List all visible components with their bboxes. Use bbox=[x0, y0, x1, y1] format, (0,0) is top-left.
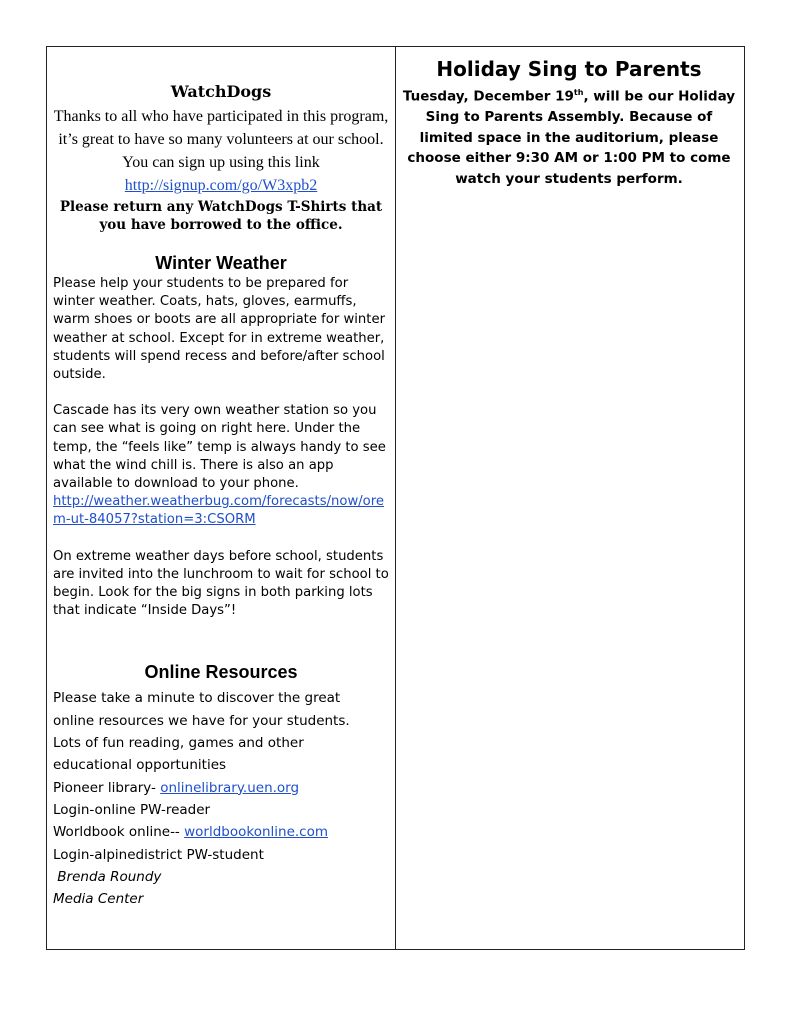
worldbook-label: Worldbook online-- bbox=[53, 824, 185, 841]
winter-weather-paragraph-3: On extreme weather days before school, students are invited into the lunchroom to wait for school to begin. Look for the big signs in both parking lots that indicate “Inside Days”! bbox=[53, 548, 389, 619]
right-column bbox=[400, 57, 738, 189]
winter-weather-paragraph-1: Please help your students to be prepared for winter weather. Coats, hats, gloves, earmuffs, warm shoes or boots are all appropriate for winter weather at school. Except for in extreme weather, students will spend recess and before/after school outside. bbox=[53, 276, 385, 383]
pioneer-library-line bbox=[53, 777, 389, 799]
winter-weather-section bbox=[53, 253, 389, 620]
signature-role: Media Center bbox=[53, 891, 144, 908]
signature-name: Brenda Roundy bbox=[53, 868, 162, 885]
online-resources-title: Online Resources bbox=[144, 662, 298, 683]
winter-weather-paragraph-2 bbox=[53, 402, 389, 529]
holiday-sing-section bbox=[400, 57, 738, 189]
pioneer-library-link[interactable]: onlinelibrary.uen.org bbox=[160, 779, 300, 796]
holiday-sing-body bbox=[400, 83, 738, 189]
watchdogs-signup-link[interactable]: http://signup.com/go/W3xpb2 bbox=[124, 177, 318, 194]
worldbook-login: Login-alpinedistrict PW-student bbox=[53, 846, 264, 863]
online-resources-line-2: online resources we have for your students. bbox=[53, 712, 350, 729]
holiday-sing-title: Holiday Sing to Parents bbox=[436, 57, 702, 81]
pioneer-library-label: Pioneer library- bbox=[53, 779, 161, 796]
online-resources-section bbox=[53, 662, 389, 910]
online-resources-line-3: Lots of fun reading, games and other bbox=[53, 735, 304, 752]
worldbook-line bbox=[53, 821, 389, 843]
column-divider bbox=[395, 46, 396, 950]
watchdogs-body bbox=[53, 105, 389, 197]
watchdogs-section bbox=[53, 82, 389, 234]
holiday-date: Tuesday, December 19 bbox=[402, 88, 574, 105]
pioneer-login: Login-online PW-reader bbox=[53, 801, 211, 818]
watchdogs-text: Thanks to all who have participated in this program, it’s great to have so many volunteers at our school. You can sign up using this link bbox=[53, 108, 389, 171]
weatherbug-link[interactable]: http://weather.weatherbug.com/forecasts/now/orem-ut-84057?station=3:CSORM bbox=[53, 494, 384, 528]
online-resources-line-1: Please take a minute to discover the great bbox=[53, 690, 341, 707]
weather-station-text: Cascade has its very own weather station so you can see what is going on right here. Under the temp, the “feels like” temp is always handy to see what the wind chill is. There is also an app available to download to your phone. bbox=[53, 403, 386, 492]
worldbook-link[interactable]: worldbookonline.com bbox=[184, 824, 329, 841]
online-resources-line-4: educational opportunities bbox=[53, 757, 227, 774]
watchdogs-notice: Please return any WatchDogs T-Shirts that you have borrowed to the office. bbox=[59, 199, 383, 233]
holiday-details: , will be our Holiday Sing to Parents Assembly. Because of limited space in the auditorium, please choose either 9:30 AM or 1:00 PM to come watch your students perform. bbox=[407, 88, 736, 187]
watchdogs-title: WatchDogs bbox=[170, 82, 272, 101]
holiday-date-suffix: th bbox=[573, 88, 584, 97]
left-column bbox=[53, 82, 389, 910]
winter-weather-title: Winter Weather bbox=[155, 253, 287, 273]
